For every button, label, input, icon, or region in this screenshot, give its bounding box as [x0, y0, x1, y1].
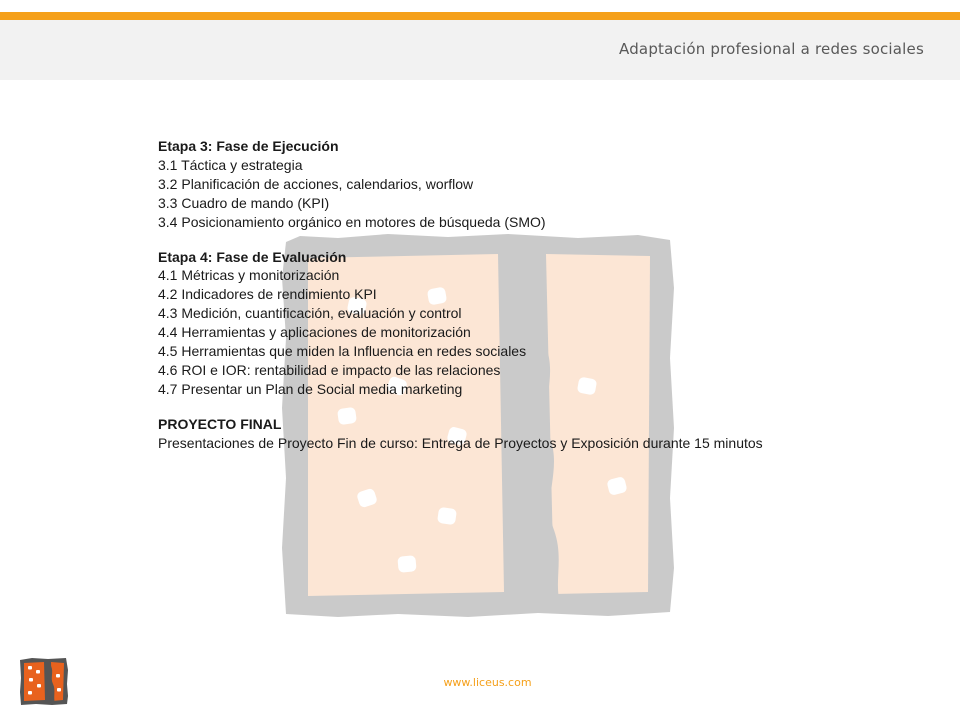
- section-etapa-3: [158, 137, 918, 232]
- list-item: 4.4 Herramientas y aplicaciones de monitorización: [158, 324, 471, 341]
- list-item: Presentaciones de Proyecto Fin de curso: Entrega de Proyectos y Exposición durante 15 minutos: [158, 434, 763, 451]
- footer-website-link[interactable]: www.liceus.com: [443, 676, 532, 689]
- list-item: 4.3 Medición, cuantificación, evaluación y control: [158, 305, 462, 322]
- list-item: 3.3 Cuadro de mando (KPI): [158, 194, 330, 211]
- section-title: Etapa 3: Fase de Ejecución: [158, 138, 339, 154]
- list-item: 4.6 ROI e IOR: rentabilidad e impacto de las relaciones: [158, 361, 501, 378]
- section-etapa-4: [158, 248, 918, 399]
- list-item: 3.2 Planificación de acciones, calendarios, worflow: [158, 175, 474, 192]
- list-item: 4.7 Presentar un Plan de Social media marketing: [158, 380, 463, 397]
- section-proyecto-final: [158, 415, 918, 453]
- section-title: Etapa 4: Fase de Evaluación: [158, 248, 347, 265]
- list-item: 4.2 Indicadores de rendimiento KPI: [158, 286, 377, 303]
- list-item: 3.4 Posicionamiento orgánico en motores de búsqueda (SMO): [158, 213, 546, 230]
- accent-bar: [0, 12, 960, 20]
- list-item: 3.1 Táctica y estrategia: [158, 156, 303, 173]
- section-title: PROYECTO FINAL: [158, 415, 282, 432]
- agenda-content: [158, 137, 918, 453]
- list-item: 4.5 Herramientas que miden la Influencia en redes sociales: [158, 343, 527, 360]
- list-item: 4.1 Métricas y monitorización: [158, 267, 340, 284]
- presentation-title: Adaptación profesional a redes sociales: [619, 40, 924, 58]
